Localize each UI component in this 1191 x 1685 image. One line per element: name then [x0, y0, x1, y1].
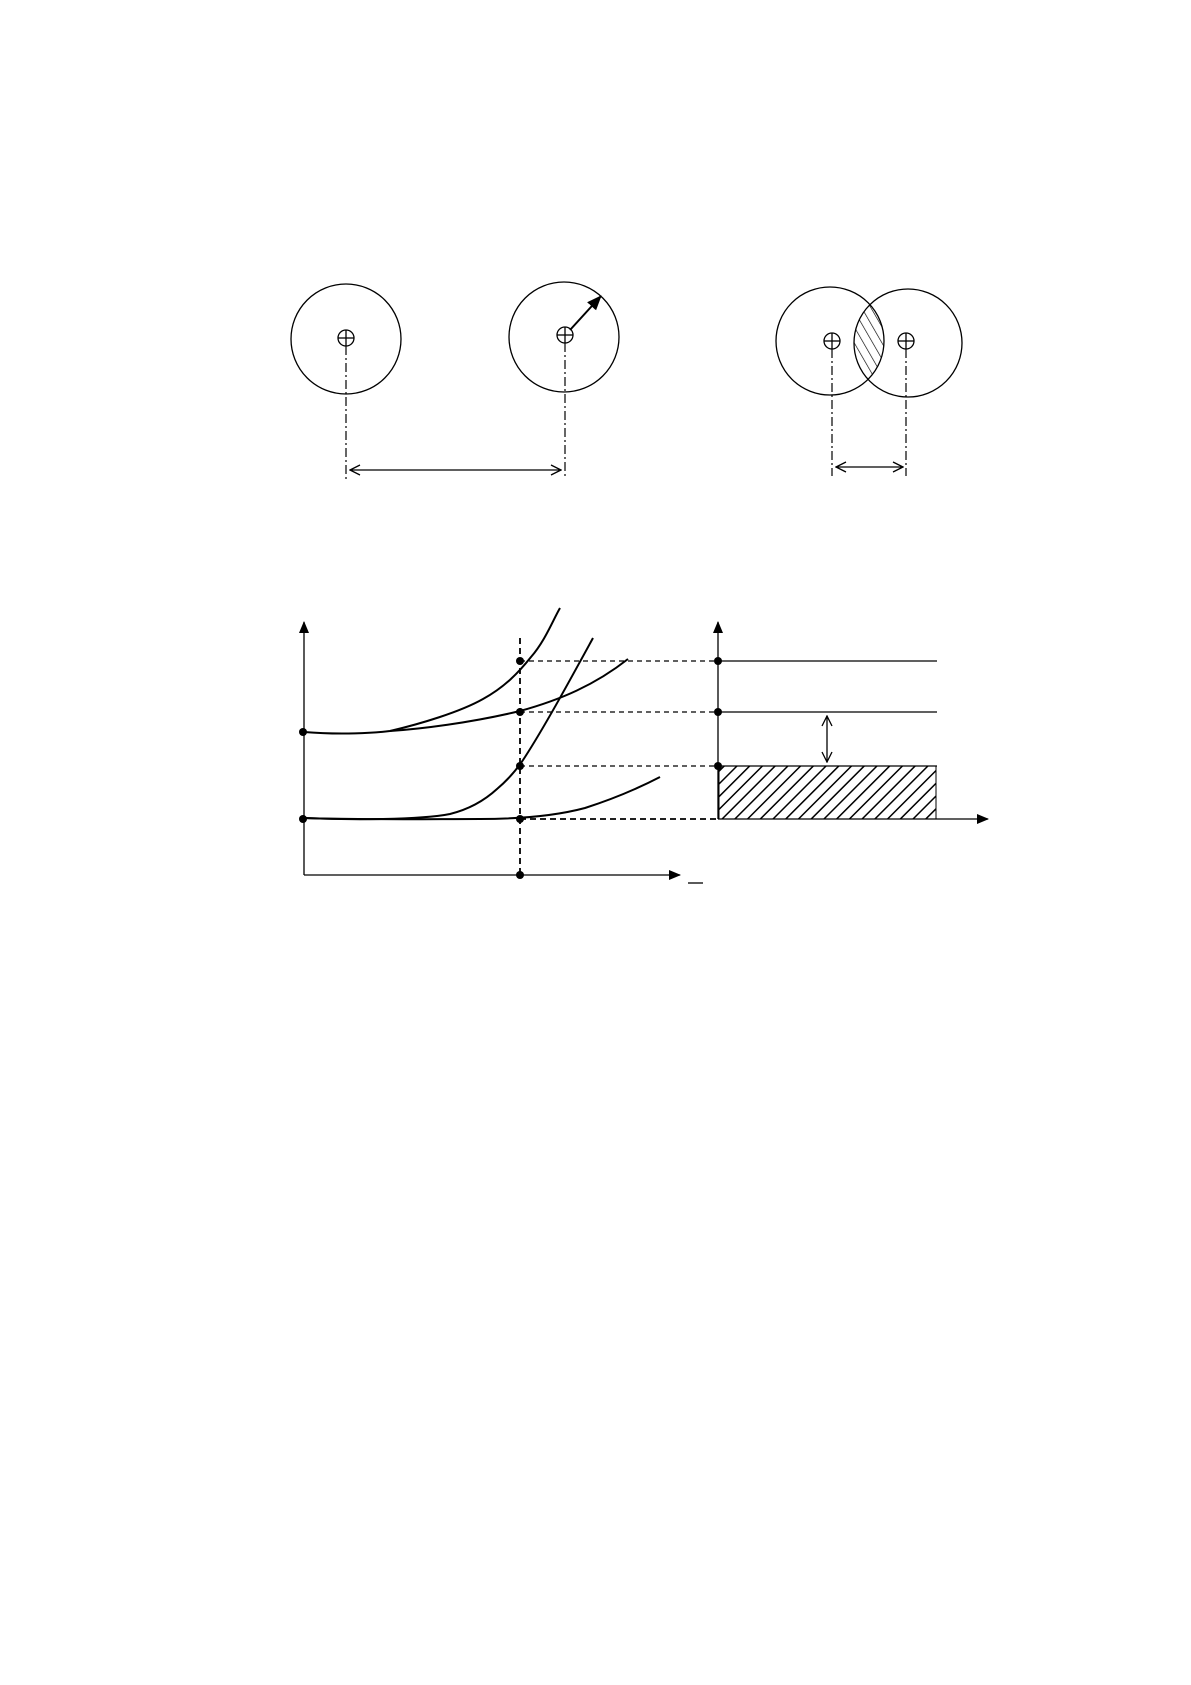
- right-circle: [509, 282, 619, 392]
- overlapping-circles-diagram: [776, 287, 962, 476]
- overlap-right-center-mark: [898, 333, 914, 349]
- level-point-top: [714, 657, 722, 665]
- y-intercept-lower: [299, 815, 307, 823]
- x-axis-point: [516, 871, 524, 879]
- separated-circles-diagram: [291, 282, 619, 480]
- left-center-mark: [338, 330, 354, 346]
- curve-upper-gentle: [390, 659, 628, 731]
- curve-lower-gentle: [304, 777, 660, 819]
- curve-lower-steep: [304, 638, 593, 819]
- y-intercept-upper: [299, 728, 307, 736]
- hatched-band: [719, 766, 936, 819]
- radius-arrow: [570, 296, 601, 330]
- curve-graph: [299, 608, 703, 883]
- level-point-middle: [714, 708, 722, 716]
- overlap-left-center-mark: [824, 333, 840, 349]
- level-graph: [714, 622, 988, 819]
- level-point-bottom: [714, 762, 722, 770]
